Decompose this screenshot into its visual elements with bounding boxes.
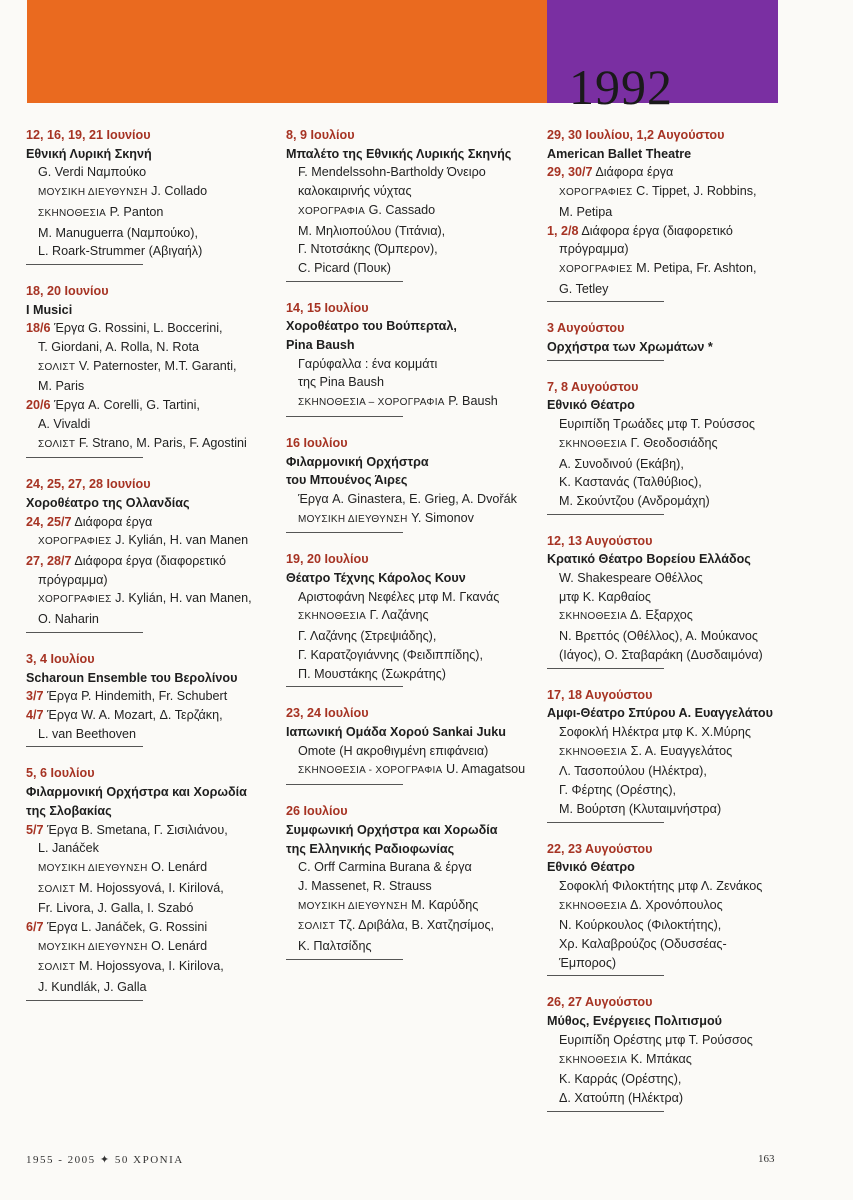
event-title: Εθνικό Θέατρο <box>547 860 635 875</box>
role-label: ΧΟΡΟΓΡΑΦΙΕΣ <box>38 594 112 606</box>
event-title: Εθνικό Θέατρο <box>547 398 635 413</box>
detail-text: J. Kundlák, J. Galla <box>38 980 147 995</box>
detail-text: καλοκαιρινής νύχτας <box>298 184 412 199</box>
event-detail-line <box>26 725 271 744</box>
event-title: Μπαλέτο της Εθνικής Λυρικής Σκηνής <box>286 146 512 161</box>
event-detail-line <box>547 916 807 935</box>
detail-text: Διάφορα έργα <box>74 514 153 529</box>
detail-text: W. Shakespeare Οθέλλος <box>559 571 703 586</box>
role-label: ΣΚΗΝΟΘΕΣΙΑ <box>559 438 628 450</box>
event-detail-line <box>547 492 807 511</box>
event-detail-line <box>286 182 531 201</box>
event-title: Αμφι-Θέατρο Σπύρου Α. Ευαγγελάτου <box>547 706 773 721</box>
detail-text: Έργα A. Ginastera, E. Grieg, A. Dvořák <box>298 491 517 506</box>
role-label: ΜΟΥΣΙΚΗ ΔΙΕΥΘΥΝΣΗ <box>38 941 148 953</box>
event-detail-line <box>286 373 531 392</box>
column-1 <box>26 126 271 1018</box>
event-entry <box>286 126 531 282</box>
event-title: Φιλαρμονική Ορχήστρα <box>286 454 429 469</box>
detail-text: Ν. Κούρκουλος (Φιλοκτήτης), <box>559 918 722 933</box>
event-date: 8, 9 Ιουλίου <box>286 128 355 142</box>
event-title: της Ελληνικής Ραδιοφωνίας <box>286 841 455 856</box>
detail-text: Τζ. Δριβάλα, Β. Χατζησίμος, <box>338 918 495 933</box>
event-detail-line <box>286 627 531 646</box>
performance-date: 29, 30/7 <box>547 165 593 180</box>
event-date: 22, 23 Αυγούστου <box>547 841 653 856</box>
role-label: ΣΚΗΝΟΘΕΣΙΑ <box>559 900 628 912</box>
performance-date: 3/7 <box>26 689 44 704</box>
event-detail-line <box>26 242 271 261</box>
detail-text: O. Naharin <box>38 612 99 627</box>
event-detail-line <box>26 571 271 590</box>
role-label: ΣΚΗΝΟΘΕΣΙΑ <box>559 1054 628 1066</box>
detail-text: Αριστοφάνη Νεφέλες μτφ Μ. Γκανάς <box>298 589 500 604</box>
orange-header-band <box>27 0 547 103</box>
event-title: Συμφωνική Ορχήστρα και Χορωδία <box>286 822 498 837</box>
separator-rule <box>547 514 664 515</box>
detail-text: πρόγραμμα) <box>559 242 629 257</box>
detail-text: (Ιάγος), Ο. Σταβαράκη (Δυσδαιμόνα) <box>559 647 763 662</box>
event-detail-line <box>547 455 807 474</box>
detail-text: O. Lenárd <box>151 859 208 874</box>
detail-text: Fr. Livora, J. Galla, I. Szabó <box>38 901 194 916</box>
event-detail-line <box>547 280 807 299</box>
separator-rule <box>547 301 664 302</box>
detail-text: J. Massenet, R. Strauss <box>298 878 432 893</box>
detail-text: G. Verdi Ναμπούκο <box>38 165 147 180</box>
event-date: 24, 25, 27, 28 Ιουνίου <box>26 477 151 492</box>
event-detail-line <box>547 588 807 607</box>
role-label: ΣΟΛΙΣΤ <box>38 962 76 974</box>
event-detail-line <box>26 899 271 918</box>
event-detail-line <box>26 937 271 958</box>
event-date: 29, 30 Ιουλίου, 1,2 Αυγούστου <box>547 128 725 142</box>
event-title: Εθνική Λυρική Σκηνή <box>26 146 152 161</box>
separator-rule <box>26 1000 143 1001</box>
event-detail-line <box>286 760 531 781</box>
detail-text: J. Collado <box>151 184 208 199</box>
event-detail-line <box>26 415 271 434</box>
detail-text: Γ. Λαζάνης <box>369 608 429 623</box>
event-entry <box>26 764 271 1000</box>
event-detail-line <box>547 800 807 819</box>
event-title: Κρατικό Θέατρο Βορείου Ελλάδος <box>547 552 751 567</box>
detail-text: Κ. Καρράς (Ορέστης), <box>559 1072 682 1087</box>
event-date: 7, 8 Αυγούστου <box>547 379 639 394</box>
performance-date: 20/6 <box>26 398 51 413</box>
detail-text: Διάφορα έργα (διαφορετικό <box>74 554 226 569</box>
event-title: American Ballet Theatre <box>547 146 692 161</box>
event-detail-line <box>26 978 271 997</box>
detail-text: Έργα W. A. Mozart, Δ. Τερζάκη, <box>47 707 223 722</box>
detail-text: C. Tippet, J. Robbins, <box>636 184 757 199</box>
event-detail-line <box>26 918 271 937</box>
detail-text: Μ. Καρύδης <box>411 897 479 912</box>
detail-text: Κ. Μπάκας <box>630 1051 692 1066</box>
detail-text: Γ. Λαζάνης (Στρεψιάδης), <box>298 629 437 644</box>
detail-text: L. Janáček <box>38 841 99 856</box>
role-label: ΣΟΛΙΣΤ <box>38 361 76 373</box>
role-label: ΜΟΥΣΙΚΗ ΔΙΕΥΘΥΝΣΗ <box>298 900 408 912</box>
event-detail-line <box>547 781 807 800</box>
detail-text: Χρ. Καλαβρούζος (Οδυσσέας- <box>559 937 727 952</box>
separator-rule <box>547 822 664 823</box>
year-heading: 1992 <box>569 59 673 115</box>
event-date: 3, 4 Ιουλίου <box>26 651 95 666</box>
event-detail-line <box>286 222 531 241</box>
event-detail-line <box>547 203 807 222</box>
detail-text: Omote (Η ακροθιγμένη επιφάνεια) <box>298 743 489 758</box>
event-detail-line <box>547 434 807 455</box>
detail-text: J. Kylián, H. van Manen <box>115 533 249 548</box>
event-detail-line <box>26 377 271 396</box>
detail-text: Μ. Σκούντζου (Ανδρομάχη) <box>559 493 710 508</box>
event-entry <box>547 840 807 977</box>
event-detail-line <box>286 490 531 509</box>
event-date: 18, 20 Ιουνίου <box>26 283 109 298</box>
event-detail-line <box>547 723 807 742</box>
detail-text: C. Picard (Πουκ) <box>298 260 391 275</box>
detail-text: Κ. Καστανάς (Ταλθύβιος), <box>559 475 702 490</box>
event-detail-line <box>547 1050 807 1071</box>
event-detail-line <box>547 646 807 665</box>
separator-rule <box>26 264 143 265</box>
event-detail-line <box>286 937 531 956</box>
event-detail-line <box>26 589 271 610</box>
detail-text: G. Tetley <box>559 281 609 296</box>
event-detail-line <box>547 896 807 917</box>
event-title: Scharoun Ensemble του Βερολίνου <box>26 670 238 685</box>
event-entry <box>26 126 271 265</box>
detail-text: Δ. Χρονόπουλος <box>629 897 723 912</box>
role-label: ΜΟΥΣΙΚΗ ΔΙΕΥΘΥΝΣΗ <box>298 513 408 525</box>
detail-text: M. Petipa <box>559 204 613 219</box>
event-detail-line <box>286 163 531 182</box>
event-detail-line <box>26 513 271 532</box>
detail-text: Λ. Τασοπούλου (Ηλέκτρα), <box>559 764 707 779</box>
event-detail-line <box>26 163 271 182</box>
event-detail-line <box>26 706 271 725</box>
detail-text: Σοφοκλή Φιλοκτήτης μτφ Λ. Ζενάκος <box>559 878 763 893</box>
separator-rule <box>286 686 403 687</box>
detail-text: L. van Beethoven <box>38 726 137 741</box>
role-label: ΧΟΡΟΓΡΑΦΙΕΣ <box>559 263 633 275</box>
event-title: Μύθος, Ενέργειες Πολιτισμού <box>547 1014 723 1029</box>
detail-text: F. Mendelssohn-Bartholdy Όνειρο <box>298 165 486 180</box>
event-date: 16 Ιουλίου <box>286 435 348 450</box>
detail-text: Έργα B. Smetana, Γ. Σισιλιάνου, <box>47 822 228 837</box>
event-detail-line <box>547 182 807 203</box>
event-detail-line <box>547 415 807 434</box>
event-title: Θέατρο Τέχνης Κάρολος Κουν <box>286 571 466 586</box>
detail-text: Γαρύφαλλα : ένα κομμάτι <box>298 356 438 371</box>
event-date: 14, 15 Ιουλίου <box>286 300 369 315</box>
detail-text: Κ. Παλτσίδης <box>298 939 372 954</box>
event-entry <box>26 282 271 458</box>
detail-text: Μ. Μηλιοπούλου (Τιτάνια), <box>298 223 446 238</box>
detail-text: P. Baush <box>448 394 498 409</box>
event-title: Φιλαρμονική Ορχήστρα και Χορωδία <box>26 785 247 800</box>
event-date: 17, 18 Αυγούστου <box>547 687 653 702</box>
event-detail-line <box>26 203 271 224</box>
event-detail-line <box>286 606 531 627</box>
separator-rule <box>286 416 403 417</box>
separator-rule <box>547 360 664 361</box>
event-detail-line <box>547 742 807 763</box>
detail-text: Έργα P. Hindemith, Fr. Schubert <box>47 689 228 704</box>
detail-text: C. Orff Carmina Burana & έργα <box>298 860 472 875</box>
performance-date: 5/7 <box>26 822 44 837</box>
event-detail-line <box>547 259 807 280</box>
performance-date: 27, 28/7 <box>26 554 72 569</box>
column-3 <box>547 126 807 1129</box>
detail-text: Α. Συνοδινού (Εκάβη), <box>559 456 684 471</box>
detail-text: της Pina Baush <box>298 375 384 390</box>
detail-text: Διάφορα έργα <box>595 165 674 180</box>
separator-rule <box>547 1111 664 1112</box>
role-label: ΧΟΡΟΓΡΑΦΙΑ <box>298 205 366 217</box>
detail-text: Γ. Καρατζογιάννης (Φειδιππίδης), <box>298 647 483 662</box>
event-detail-line <box>547 762 807 781</box>
event-entry <box>286 434 531 534</box>
role-label: ΧΟΡΟΓΡΑΦΙΕΣ <box>559 187 633 199</box>
detail-text: Γ. Ντοτσάκης (Όμπερον), <box>298 242 438 257</box>
role-label: ΜΟΥΣΙΚΗ ΔΙΕΥΘΥΝΣΗ <box>38 862 148 874</box>
separator-rule <box>286 281 403 282</box>
role-label: ΣΟΛΙΣΤ <box>298 921 336 933</box>
detail-text: Y. Simonov <box>411 510 474 525</box>
event-entry <box>286 299 531 417</box>
detail-text: U. Amagatsou <box>446 762 526 777</box>
detail-text: M. Petipa, Fr. Ashton, <box>636 260 757 275</box>
event-detail-line <box>547 935 807 954</box>
performance-date: 4/7 <box>26 707 44 722</box>
detail-text: Ν. Βρεττός (Οθέλλος), Α. Μούκανος <box>559 629 758 644</box>
event-detail-line <box>286 201 531 222</box>
event-detail-line <box>286 646 531 665</box>
detail-text: Π. Μουστάκης (Σωκράτης) <box>298 666 446 681</box>
detail-text: Γ. Θεοδοσιάδης <box>630 435 718 450</box>
event-detail-line <box>26 531 271 552</box>
detail-text: M. Hojossyova, I. Kirilova, <box>78 959 224 974</box>
event-entry <box>26 475 271 633</box>
detail-text: P. Panton <box>109 204 164 219</box>
event-entry <box>547 532 807 669</box>
detail-text: Δ. Χατούπη (Ηλέκτρα) <box>559 1090 684 1105</box>
event-detail-line <box>286 896 531 917</box>
event-detail-line <box>286 355 531 374</box>
event-title: Χοροθέατρο της Ολλανδίας <box>26 495 190 510</box>
performance-date: 24, 25/7 <box>26 514 72 529</box>
event-detail-line <box>26 319 271 338</box>
event-detail-line <box>547 163 807 182</box>
event-title: Ιαπωνική Ομάδα Χορού Sankai Juku <box>286 724 506 739</box>
event-detail-line <box>286 742 531 761</box>
event-date: 19, 20 Ιουλίου <box>286 552 369 567</box>
role-label: ΣΚΗΝΟΘΕΣΙΑ <box>559 746 628 758</box>
event-detail-line <box>286 665 531 684</box>
event-detail-line <box>26 182 271 203</box>
event-detail-line <box>286 916 531 937</box>
event-date: 26 Ιουλίου <box>286 804 348 819</box>
performance-date: 18/6 <box>26 321 51 336</box>
event-detail-line <box>547 954 807 973</box>
detail-text: M. Paris <box>38 379 85 394</box>
detail-text: G. Cassado <box>368 202 436 217</box>
event-entry <box>547 378 807 515</box>
detail-text: J. Kylián, H. van Manen, <box>115 591 252 606</box>
event-title: I Musici <box>26 302 73 317</box>
separator-rule <box>26 457 143 458</box>
role-label: ΣΚΗΝΟΘΕΣΙΑ - ΧΟΡΟΓΡΑΦΙΑ <box>298 765 443 777</box>
detail-text: V. Paternoster, M.T. Garanti, <box>78 358 237 373</box>
detail-text: Έργα G. Rossini, L. Boccerini, <box>54 321 223 336</box>
event-detail-line <box>26 338 271 357</box>
page-number: 163 <box>758 1153 775 1165</box>
event-detail-line <box>26 434 271 455</box>
event-detail-line <box>26 879 271 900</box>
event-detail-line <box>547 627 807 646</box>
event-detail-line <box>26 821 271 840</box>
role-label: ΣΟΛΙΣΤ <box>38 438 76 450</box>
detail-text: M. Hojossyová, I. Kirilová, <box>78 880 224 895</box>
event-title: Χοροθέατρο του Βούπερταλ, <box>286 319 457 334</box>
event-entry <box>547 686 807 823</box>
event-entry <box>286 550 531 687</box>
event-detail-line <box>286 509 531 530</box>
event-detail-line <box>547 222 807 241</box>
event-detail-line <box>286 240 531 259</box>
separator-rule <box>286 784 403 785</box>
detail-text: O. Lenárd <box>151 938 208 953</box>
separator-rule <box>547 668 664 669</box>
event-detail-line <box>547 473 807 492</box>
detail-text: F. Strano, M. Paris, F. Agostini <box>78 435 247 450</box>
event-detail-line <box>26 396 271 415</box>
column-2 <box>286 126 531 977</box>
detail-text: Γ. Φέρτης (Ορέστης), <box>559 783 677 798</box>
event-date: 3 Αυγούστου <box>547 321 625 336</box>
separator-rule <box>547 975 664 976</box>
event-title: Ορχήστρα των Χρωμάτων * <box>547 340 713 355</box>
event-entry <box>26 650 271 748</box>
event-date: 12, 13 Αυγούστου <box>547 533 653 548</box>
role-label: ΧΟΡΟΓΡΑΦΙΕΣ <box>38 536 112 548</box>
role-label: ΣΚΗΝΟΘΕΣΙΑ <box>298 611 367 623</box>
event-detail-line <box>286 858 531 877</box>
detail-text: Έμπορος) <box>559 955 617 970</box>
detail-text: Ευριπίδη Ορέστης μτφ Τ. Ρούσσος <box>559 1032 753 1047</box>
role-label: ΣΚΗΝΟΘΕΣΙΑ <box>559 611 628 623</box>
separator-rule <box>26 632 143 633</box>
event-detail-line <box>286 588 531 607</box>
event-detail-line <box>547 1070 807 1089</box>
event-detail-line <box>547 1089 807 1108</box>
event-detail-line <box>26 552 271 571</box>
event-entry <box>547 319 807 360</box>
separator-rule <box>26 746 143 747</box>
event-entry <box>286 704 531 785</box>
detail-text: Μ. Βούρτση (Κλυταιμνήστρα) <box>559 801 722 816</box>
event-detail-line <box>286 259 531 278</box>
event-detail-line <box>547 1031 807 1050</box>
detail-text: Ευριπίδη Τρωάδες μτφ Τ. Ρούσσος <box>559 417 755 432</box>
event-entry <box>547 126 807 302</box>
event-detail-line <box>286 877 531 896</box>
separator-rule <box>286 959 403 960</box>
event-detail-line <box>26 858 271 879</box>
detail-text: L. Roark-Strummer (Αβιγαήλ) <box>38 244 203 259</box>
event-detail-line <box>26 687 271 706</box>
event-date: 5, 6 Ιουλίου <box>26 766 95 781</box>
detail-text: Έργα L. Janáček, G. Rossini <box>47 920 208 935</box>
event-detail-line <box>26 224 271 243</box>
detail-text: M. Manuguerra (Ναμπούκο), <box>38 225 198 240</box>
event-entry <box>547 993 807 1111</box>
detail-text: μτφ Κ. Καρθαίος <box>559 589 651 604</box>
detail-text: A. Vivaldi <box>38 416 91 431</box>
event-date: 26, 27 Αυγούστου <box>547 995 653 1010</box>
event-title: Pina Baush <box>286 338 355 353</box>
role-label: ΣΚΗΝΟΘΕΣΙΑ – ΧΟΡΟΓΡΑΦΙΑ <box>298 397 445 409</box>
role-label: ΜΟΥΣΙΚΗ ΔΙΕΥΘΥΝΣΗ <box>38 187 148 199</box>
detail-text: Σ. Α. Ευαγγελάτος <box>630 743 733 758</box>
event-title: του Μπουένος Άιρες <box>286 473 408 488</box>
role-label: ΣΟΛΙΣΤ <box>38 883 76 895</box>
event-detail-line <box>26 957 271 978</box>
detail-text: Έργα A. Corelli, G. Tartini, <box>54 398 200 413</box>
separator-rule <box>286 532 403 533</box>
role-label: ΣΚΗΝΟΘΕΣΙΑ <box>38 207 107 219</box>
event-entry <box>286 802 531 960</box>
event-detail-line <box>547 606 807 627</box>
event-detail-line <box>26 610 271 629</box>
event-detail-line <box>547 240 807 259</box>
event-detail-line <box>26 357 271 378</box>
detail-text: Διάφορα έργα (διαφορετικό <box>581 223 733 238</box>
performance-date: 6/7 <box>26 920 44 935</box>
event-detail-line <box>26 839 271 858</box>
event-detail-line <box>547 569 807 588</box>
event-title: της Σλοβακίας <box>26 803 112 818</box>
event-date: 23, 24 Ιουλίου <box>286 706 369 721</box>
footer-anniversary: 1955 - 2005 ✦ 50 ΧΡΟΝΙΑ <box>26 1154 184 1166</box>
detail-text: πρόγραμμα) <box>38 572 108 587</box>
performance-date: 1, 2/8 <box>547 223 579 238</box>
event-date: 12, 16, 19, 21 Ιουνίου <box>26 128 151 142</box>
detail-text: Σοφοκλή Ηλέκτρα μτφ Κ. Χ.Μύρης <box>559 724 751 739</box>
event-detail-line <box>286 392 531 413</box>
detail-text: T. Giordani, A. Rolla, N. Rota <box>38 340 199 355</box>
event-detail-line <box>547 877 807 896</box>
detail-text: Δ. Εξαρχος <box>629 608 693 623</box>
